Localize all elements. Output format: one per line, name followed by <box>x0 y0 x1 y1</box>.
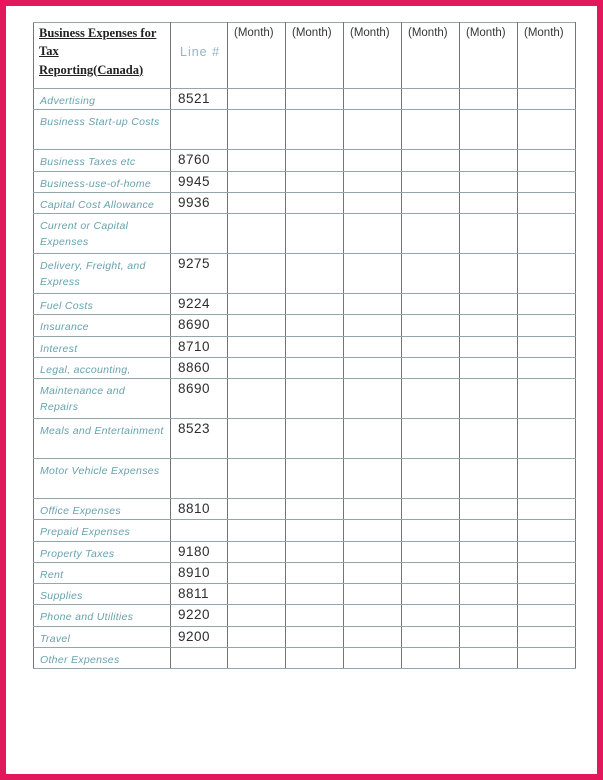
month-value-cell[interactable] <box>344 562 402 583</box>
month-value-cell[interactable] <box>286 419 344 459</box>
month-value-cell[interactable] <box>228 214 286 254</box>
month-value-cell[interactable] <box>518 254 576 294</box>
expense-label: Insurance <box>34 315 171 336</box>
month-value-cell[interactable] <box>344 626 402 647</box>
month-value-cell[interactable] <box>344 315 402 336</box>
month-value-cell[interactable] <box>402 520 460 541</box>
expense-label: Property Taxes <box>34 541 171 562</box>
month-value-cell[interactable] <box>228 541 286 562</box>
table-row <box>34 562 576 583</box>
month-value-cell[interactable] <box>402 541 460 562</box>
table-row <box>34 647 576 668</box>
month-value-cell[interactable] <box>518 214 576 254</box>
expenses-table <box>33 22 576 669</box>
line-number-cell[interactable]: 8811 <box>171 584 228 605</box>
month-column-header: (Month) <box>286 23 344 89</box>
month-value-cell[interactable] <box>228 605 286 626</box>
month-value-cell[interactable] <box>402 171 460 192</box>
month-value-cell[interactable] <box>286 214 344 254</box>
month-value-cell[interactable] <box>460 605 518 626</box>
month-value-cell[interactable] <box>460 584 518 605</box>
month-value-cell[interactable] <box>402 626 460 647</box>
line-number-cell[interactable]: 9936 <box>171 192 228 213</box>
month-value-cell[interactable] <box>402 419 460 459</box>
month-value-cell[interactable] <box>286 150 344 171</box>
month-value-cell[interactable] <box>286 357 344 378</box>
month-value-cell[interactable] <box>344 419 402 459</box>
month-value-cell[interactable] <box>518 520 576 541</box>
month-value-cell[interactable] <box>228 626 286 647</box>
month-value-cell[interactable] <box>286 192 344 213</box>
line-number-cell[interactable]: 8690 <box>171 315 228 336</box>
month-value-cell[interactable] <box>286 647 344 668</box>
table-row <box>34 499 576 520</box>
line-number-cell[interactable]: 9224 <box>171 294 228 315</box>
month-value-cell[interactable] <box>344 214 402 254</box>
line-number-cell[interactable]: 8860 <box>171 357 228 378</box>
expense-label: Rent <box>34 562 171 583</box>
month-value-cell[interactable] <box>286 626 344 647</box>
table-row <box>34 357 576 378</box>
month-value-cell[interactable] <box>228 294 286 315</box>
expense-label: Phone and Utilities <box>34 605 171 626</box>
table-row <box>34 584 576 605</box>
table-row <box>34 336 576 357</box>
month-value-cell[interactable] <box>344 150 402 171</box>
page-title: Business Expenses for Tax Reporting(Canada) <box>34 23 171 89</box>
month-value-cell[interactable] <box>460 214 518 254</box>
month-value-cell[interactable] <box>460 419 518 459</box>
header-row <box>34 23 576 89</box>
line-number-cell[interactable]: 9220 <box>171 605 228 626</box>
expense-label: Business-use-of-home <box>34 171 171 192</box>
month-value-cell[interactable] <box>286 336 344 357</box>
expense-label: Business Start-up Costs <box>34 110 171 150</box>
month-value-cell[interactable] <box>518 171 576 192</box>
month-value-cell[interactable] <box>344 192 402 213</box>
expense-label: Travel <box>34 626 171 647</box>
month-value-cell[interactable] <box>460 315 518 336</box>
expense-label: Meals and Entertainment <box>34 419 171 459</box>
month-value-cell[interactable] <box>460 499 518 520</box>
month-value-cell[interactable] <box>518 419 576 459</box>
month-value-cell[interactable] <box>286 315 344 336</box>
month-column-header: (Month) <box>402 23 460 89</box>
table-row <box>34 605 576 626</box>
expense-label: Legal, accounting, <box>34 357 171 378</box>
month-value-cell[interactable] <box>344 89 402 110</box>
month-value-cell[interactable] <box>228 254 286 294</box>
expense-label: Advertising <box>34 89 171 110</box>
table-row <box>34 379 576 419</box>
table-row <box>34 626 576 647</box>
line-number-cell[interactable]: 8690 <box>171 379 228 419</box>
month-value-cell[interactable] <box>460 336 518 357</box>
table-row <box>34 110 576 150</box>
line-number-cell[interactable] <box>171 110 228 150</box>
month-value-cell[interactable] <box>460 626 518 647</box>
month-value-cell[interactable] <box>518 626 576 647</box>
month-value-cell[interactable] <box>402 357 460 378</box>
month-value-cell[interactable] <box>402 192 460 213</box>
month-value-cell[interactable] <box>518 562 576 583</box>
expense-label: Fuel Costs <box>34 294 171 315</box>
table-row <box>34 294 576 315</box>
line-number-cell[interactable] <box>171 647 228 668</box>
line-number-cell[interactable]: 8760 <box>171 150 228 171</box>
month-value-cell[interactable] <box>228 647 286 668</box>
expense-label: Interest <box>34 336 171 357</box>
month-value-cell[interactable] <box>286 459 344 499</box>
month-value-cell[interactable] <box>228 192 286 213</box>
month-value-cell[interactable] <box>286 541 344 562</box>
month-value-cell[interactable] <box>460 89 518 110</box>
line-number-cell[interactable]: 9180 <box>171 541 228 562</box>
line-number-cell[interactable] <box>171 214 228 254</box>
line-number-cell[interactable]: 9945 <box>171 171 228 192</box>
month-column-header: (Month) <box>228 23 286 89</box>
expense-label: Office Expenses <box>34 499 171 520</box>
expense-label: Prepaid Expenses <box>34 520 171 541</box>
month-value-cell[interactable] <box>402 150 460 171</box>
line-number-cell[interactable] <box>171 520 228 541</box>
expense-label: Maintenance and Repairs <box>34 379 171 419</box>
month-value-cell[interactable] <box>518 357 576 378</box>
month-value-cell[interactable] <box>402 254 460 294</box>
month-value-cell[interactable] <box>460 357 518 378</box>
month-value-cell[interactable] <box>286 499 344 520</box>
month-value-cell[interactable] <box>344 336 402 357</box>
month-value-cell[interactable] <box>402 584 460 605</box>
month-value-cell[interactable] <box>228 357 286 378</box>
month-value-cell[interactable] <box>518 150 576 171</box>
month-value-cell[interactable] <box>228 150 286 171</box>
month-value-cell[interactable] <box>228 562 286 583</box>
month-value-cell[interactable] <box>518 584 576 605</box>
month-value-cell[interactable] <box>344 357 402 378</box>
month-value-cell[interactable] <box>228 459 286 499</box>
month-value-cell[interactable] <box>460 459 518 499</box>
line-number-cell[interactable]: 8521 <box>171 89 228 110</box>
month-value-cell[interactable] <box>286 584 344 605</box>
month-value-cell[interactable] <box>518 459 576 499</box>
line-number-cell[interactable]: 8910 <box>171 562 228 583</box>
month-value-cell[interactable] <box>286 171 344 192</box>
month-value-cell[interactable] <box>344 647 402 668</box>
month-value-cell[interactable] <box>228 499 286 520</box>
month-value-cell[interactable] <box>286 605 344 626</box>
month-value-cell[interactable] <box>402 459 460 499</box>
expense-label: Other Expenses <box>34 647 171 668</box>
month-value-cell[interactable] <box>460 294 518 315</box>
month-value-cell[interactable] <box>460 647 518 668</box>
table-row <box>34 459 576 499</box>
table-row <box>34 520 576 541</box>
month-value-cell[interactable] <box>518 336 576 357</box>
month-value-cell[interactable] <box>344 254 402 294</box>
month-value-cell[interactable] <box>228 379 286 419</box>
month-value-cell[interactable] <box>460 520 518 541</box>
month-value-cell[interactable] <box>228 315 286 336</box>
month-value-cell[interactable] <box>518 110 576 150</box>
month-value-cell[interactable] <box>344 541 402 562</box>
table-row <box>34 89 576 110</box>
month-value-cell[interactable] <box>286 520 344 541</box>
month-value-cell[interactable] <box>402 499 460 520</box>
line-number-cell[interactable]: 8710 <box>171 336 228 357</box>
month-value-cell[interactable] <box>460 192 518 213</box>
month-value-cell[interactable] <box>228 171 286 192</box>
table-row <box>34 419 576 459</box>
month-value-cell[interactable] <box>518 379 576 419</box>
month-value-cell[interactable] <box>402 647 460 668</box>
month-value-cell[interactable] <box>460 171 518 192</box>
table-row <box>34 171 576 192</box>
month-value-cell[interactable] <box>286 254 344 294</box>
month-value-cell[interactable] <box>228 336 286 357</box>
month-column-header: (Month) <box>460 23 518 89</box>
month-value-cell[interactable] <box>344 499 402 520</box>
month-value-cell[interactable] <box>402 379 460 419</box>
month-value-cell[interactable] <box>518 294 576 315</box>
month-value-cell[interactable] <box>228 520 286 541</box>
month-value-cell[interactable] <box>402 294 460 315</box>
month-value-cell[interactable] <box>518 605 576 626</box>
month-value-cell[interactable] <box>402 315 460 336</box>
month-value-cell[interactable] <box>460 110 518 150</box>
month-value-cell[interactable] <box>344 171 402 192</box>
month-value-cell[interactable] <box>286 379 344 419</box>
table-row <box>34 192 576 213</box>
month-value-cell[interactable] <box>402 605 460 626</box>
expense-label: Current or Capital Expenses <box>34 214 171 254</box>
month-value-cell[interactable] <box>228 584 286 605</box>
month-value-cell[interactable] <box>344 379 402 419</box>
month-value-cell[interactable] <box>402 89 460 110</box>
line-number-cell[interactable]: 9200 <box>171 626 228 647</box>
month-value-cell[interactable] <box>344 584 402 605</box>
line-number-cell[interactable]: 9275 <box>171 254 228 294</box>
table-row <box>34 214 576 254</box>
month-value-cell[interactable] <box>344 110 402 150</box>
month-column-header: (Month) <box>344 23 402 89</box>
month-value-cell[interactable] <box>518 192 576 213</box>
table-row <box>34 541 576 562</box>
month-value-cell[interactable] <box>460 541 518 562</box>
month-value-cell[interactable] <box>286 294 344 315</box>
expense-label: Supplies <box>34 584 171 605</box>
month-value-cell[interactable] <box>228 419 286 459</box>
month-value-cell[interactable] <box>344 605 402 626</box>
month-value-cell[interactable] <box>286 562 344 583</box>
expense-label: Capital Cost Allowance <box>34 192 171 213</box>
expense-label: Delivery, Freight, and Express <box>34 254 171 294</box>
line-number-cell[interactable] <box>171 459 228 499</box>
month-value-cell[interactable] <box>402 110 460 150</box>
month-value-cell[interactable] <box>286 110 344 150</box>
month-value-cell[interactable] <box>344 520 402 541</box>
line-number-cell[interactable]: 8810 <box>171 499 228 520</box>
month-value-cell[interactable] <box>228 89 286 110</box>
table-row <box>34 315 576 336</box>
line-number-column-header: Line # <box>171 23 228 89</box>
month-value-cell[interactable] <box>460 379 518 419</box>
line-number-cell[interactable]: 8523 <box>171 419 228 459</box>
month-value-cell[interactable] <box>460 254 518 294</box>
month-value-cell[interactable] <box>344 294 402 315</box>
month-value-cell[interactable] <box>286 89 344 110</box>
month-value-cell[interactable] <box>402 214 460 254</box>
month-value-cell[interactable] <box>460 562 518 583</box>
month-value-cell[interactable] <box>518 315 576 336</box>
month-value-cell[interactable] <box>460 150 518 171</box>
month-value-cell[interactable] <box>518 499 576 520</box>
month-value-cell[interactable] <box>518 541 576 562</box>
month-value-cell[interactable] <box>402 562 460 583</box>
month-column-header: (Month) <box>518 23 576 89</box>
table-row <box>34 150 576 171</box>
month-value-cell[interactable] <box>228 110 286 150</box>
expense-label: Business Taxes etc <box>34 150 171 171</box>
month-value-cell[interactable] <box>344 459 402 499</box>
month-value-cell[interactable] <box>518 89 576 110</box>
month-value-cell[interactable] <box>518 647 576 668</box>
expense-label: Motor Vehicle Expenses <box>34 459 171 499</box>
table-row <box>34 254 576 294</box>
month-value-cell[interactable] <box>402 336 460 357</box>
